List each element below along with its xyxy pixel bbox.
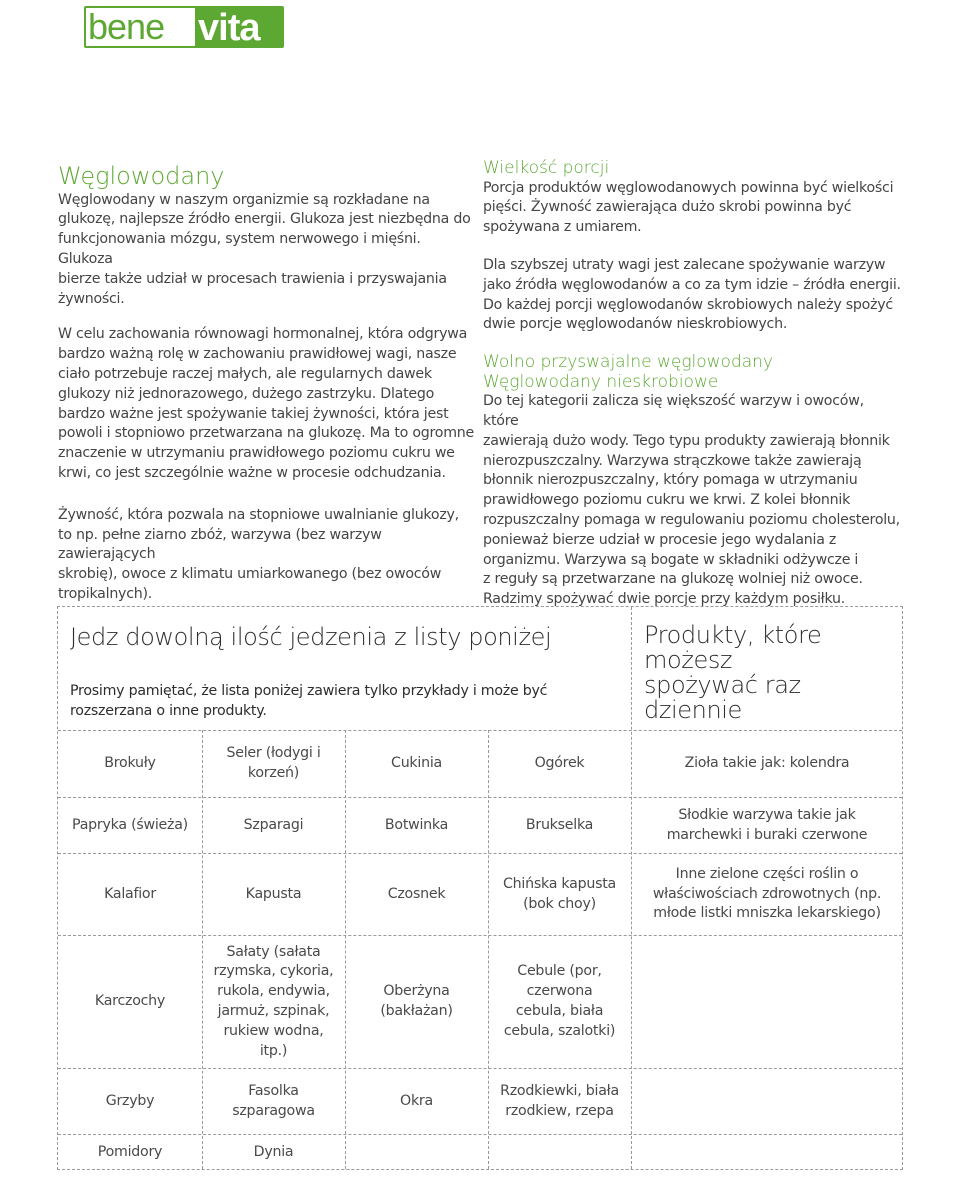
table-cell — [345, 1135, 488, 1170]
table-cell — [631, 1069, 903, 1134]
text-line: glukozy niż jednorazowego, dużego zastrzyku. Dlatego — [58, 385, 435, 402]
text-line: bardzo ważną rolę w zachowaniu prawidłowej wagi, nasze — [58, 346, 457, 363]
benevita-logo-mark — [84, 6, 284, 48]
table-cell: Karczochy — [94, 993, 166, 1010]
table-cell: Zioła takie jak: kolendra — [684, 755, 850, 772]
section-title-weglowodany: Węglowodany — [58, 162, 225, 190]
text-line: tropikalnych). — [58, 585, 153, 602]
logo-text-bene: bene — [88, 6, 165, 47]
table-cell: Ogórek — [534, 755, 585, 772]
text-line: Dla szybszej utraty wagi jest zalecane spożywanie warzyw — [483, 256, 886, 273]
table-cell: Brokuły — [104, 755, 156, 772]
right-paragraph-1 — [483, 179, 903, 238]
table-cell: Oberżyna (bakłażan) — [380, 983, 453, 1019]
table-cell: Szparagi — [243, 816, 304, 833]
table-cell: Fasolka szparagowa — [232, 1082, 315, 1119]
table-cell: Okra — [400, 1092, 433, 1109]
text-line: powoli i stopniowo przetwarzana na glukozę. Ma to ogromne — [58, 425, 475, 442]
section-title-wielkosc-porcji: Wielkość porcji — [483, 158, 610, 178]
table-header-right — [644, 623, 904, 723]
table-header-left: Jedz dowolną ilość jedzenia z listy poniżej — [70, 623, 552, 651]
text-line: organizmu. Warzywa są bogate w składniki odżywcze i — [483, 551, 859, 568]
text-line: W celu zachowania równowagi hormonalnej, która odgrywa — [58, 326, 468, 343]
text-line: glukozę, najlepsze źródło energii. Glukoza jest niezbędna do — [58, 211, 471, 228]
text-line: funkcjonowania mózgu, system nerwowego i mięśni. Glukoza — [58, 231, 421, 267]
table-cell: Cebule (por, czerwona cebula, biała cebula, szalotki) — [503, 963, 616, 1039]
benevita-logo — [84, 6, 284, 48]
text-line: bardzo ważne jest spożywanie takiej żywności, która jest — [58, 405, 449, 422]
table-cell: Papryka (świeża) — [72, 816, 188, 833]
table-cell: Inne zielone części roślin o właściwościach zdrowotnych (np. młode listki mniszka lekarskiego) — [652, 865, 882, 922]
text-line: prawidłowego poziomu cukru we krwi. Z kolei błonnik — [483, 492, 851, 509]
table-note: Prosimy pamiętać, że lista poniżej zawiera tylko przykłady i może być rozszerzana o inne produkty. — [70, 683, 548, 719]
left-column — [58, 163, 478, 605]
table-cell: Słodkie warzywa takie jak marchewki i buraki czerwone — [666, 806, 868, 843]
table-cell: Pomidory — [97, 1143, 163, 1160]
text-line: z reguły są przetwarzane na glukozę wolniej niż owoce. — [483, 571, 863, 588]
text-line: Do każdej porcji węglowodanów skrobiowych należy spożyć — [483, 296, 893, 313]
table-cell: Cukinia — [391, 755, 442, 772]
right-paragraph-2 — [483, 256, 903, 335]
text-line: Porcja produktów węglowodanowych powinna być wielkości — [483, 179, 894, 196]
table-cell: Dynia — [253, 1143, 294, 1160]
table-cell: Grzyby — [105, 1092, 155, 1109]
right-column — [483, 159, 903, 610]
table-cell: Seler (łodygi i korzeń) — [226, 745, 321, 781]
table-cell: Kapusta — [245, 885, 302, 902]
right-paragraph-3 — [483, 392, 903, 610]
text-line: pięści. Żywność zawierająca dużo skrobi powinna być — [483, 199, 852, 216]
text-line: dwie porcje węglowodanów nieskrobiowych. — [483, 316, 788, 333]
text-line: spożywana z umiarem. — [483, 219, 642, 236]
table-cell: Brukselka — [525, 816, 594, 833]
text-line: zawierają dużo wody. Tego typu produkty zawierają błonnik — [483, 432, 890, 449]
text-line: Produkty, które możesz — [644, 621, 822, 674]
logo-text-vita: vita — [198, 7, 260, 48]
table-cell: Czosnek — [387, 885, 446, 902]
table-cell: Rzodkiewki, biała rzodkiew, rzepa — [500, 1082, 619, 1119]
text-line: ponieważ bierze udział w procesie jego wydalania z — [483, 531, 837, 548]
text-line: bierze także udział w procesach trawienia i przyswajania — [58, 270, 447, 287]
text-line: błonnik nierozpuszczalny, który pomaga w utrzymaniu — [483, 472, 858, 489]
table-cell: Botwinka — [384, 816, 449, 833]
table-cell: Kalafior — [104, 885, 156, 902]
text-line: jako źródła węglowodanów a co za tym idzie – źródła energii. — [483, 276, 901, 293]
text-line: znaczenie w utrzymaniu prawidłowego poziomu cukru we — [58, 445, 455, 462]
text-line: krwi, co jest szczególnie ważne w procesie odchudzania. — [58, 464, 446, 481]
text-line: to np. pełne ziarno zbóż, warzywa (bez warzyw zawierających — [58, 526, 382, 563]
left-paragraph-2 — [58, 325, 478, 483]
section-title-nieskrobiowe: Węglowodany nieskrobiowe — [483, 371, 719, 392]
left-paragraph-3 — [58, 506, 478, 605]
food-table — [57, 606, 903, 1170]
table-cell: Chińska kapusta (bok choy) — [503, 875, 616, 912]
text-line: Do tej kategorii zalicza się większość warzyw i owoców, które — [483, 393, 864, 430]
text-line: ciało potrzebuje raczej małych, ale regularnych dawek — [58, 365, 432, 382]
table-cell — [488, 1135, 631, 1170]
text-line: Radzimy spożywać dwie porcje przy każdym posiłku. — [483, 591, 845, 608]
text-line: rozpuszczalny pomaga w regulowaniu poziomu cholesterolu, — [483, 512, 900, 528]
text-line: Żywność, która pozwala na stopniowe uwalnianie glukozy, — [58, 506, 459, 523]
text-line: spożywać raz dziennie — [644, 671, 801, 724]
text-line: Węglowodany w naszym organizmie są rozkładane na — [58, 191, 430, 208]
table-cell — [631, 936, 903, 1068]
left-paragraph-1 — [58, 191, 478, 310]
section-title-wolno-przyswajalne: Wolno przyswajalne węglowodany — [483, 352, 773, 373]
table-cell: Sałaty (sałata rzymska, cykoria, rukola, endywia, jarmuż, szpinak, rukiew wodna, itp.) — [213, 943, 334, 1059]
text-line: żywności. — [58, 290, 125, 307]
table-cell — [631, 1135, 903, 1170]
text-line: skrobię), owoce z klimatu umiarkowanego (bez owoców — [58, 566, 442, 583]
text-line: nierozpuszczalny. Warzywa strączkowe także zawierają — [483, 452, 862, 469]
